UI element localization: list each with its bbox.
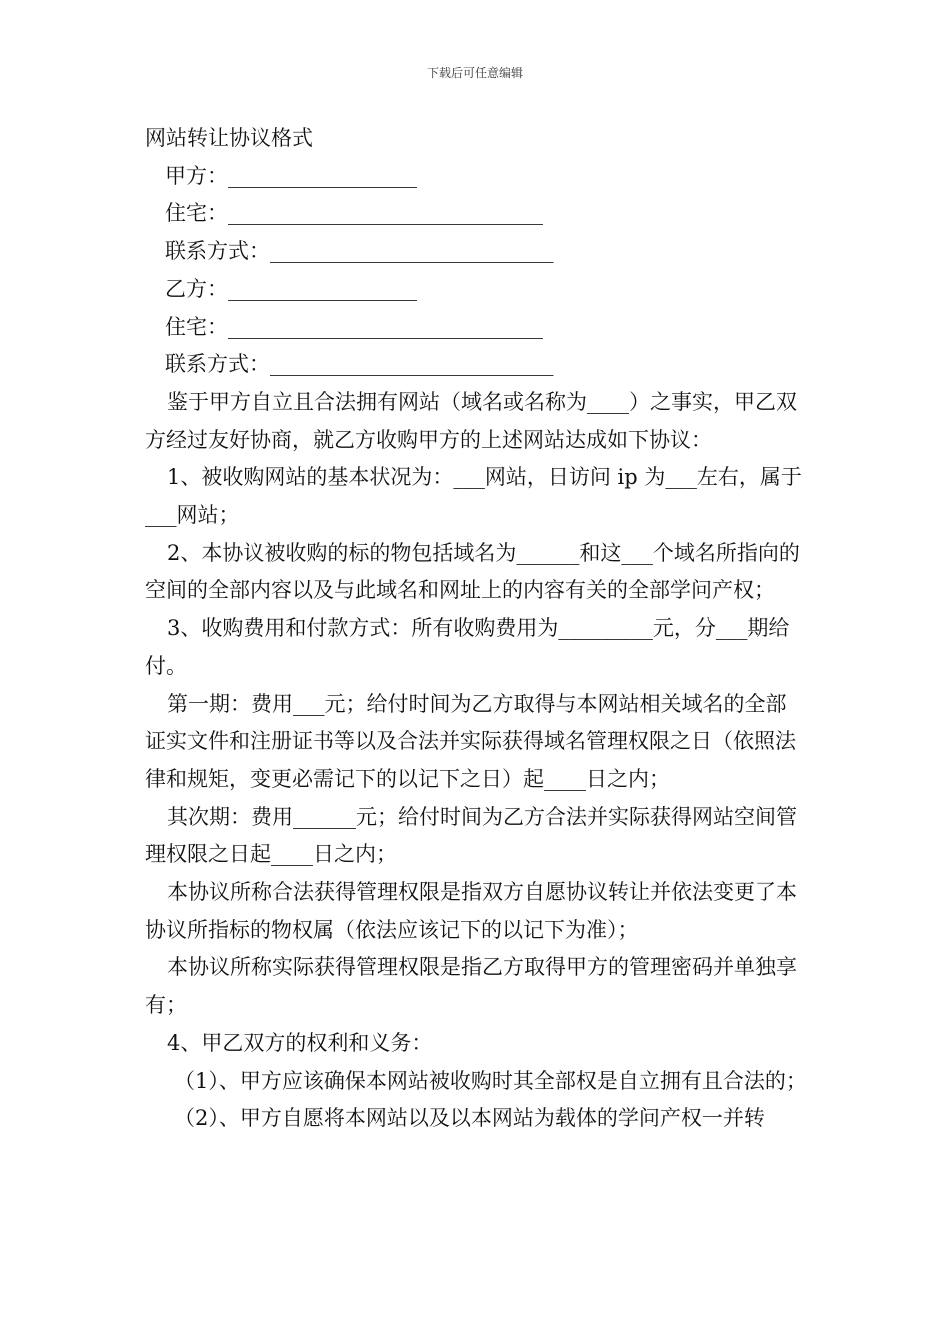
- party-b-address-field: 住宅：______________________________: [165, 314, 543, 339]
- party-b-contact-field: 联系方式：___________________________: [165, 352, 554, 377]
- preamble-paragraph: 鉴于甲方自立且合法拥有网站（域名或名称为____）之事实，甲乙双方经过友好协商，就乙方收购甲方的上述网站达成如下协议：: [145, 389, 797, 452]
- clause-3-paragraph: 3、收购费用和付款方式：所有收购费用为_________元，分___期给付。: [145, 616, 790, 678]
- clause-4-heading: 4、甲乙双方的权利和义务：: [167, 1030, 433, 1055]
- clause-1-paragraph: 1、被收购网站的基本状况为：___网站，日访问 ip 为___左右，属于___网站；: [145, 465, 802, 528]
- clause-4-item-1: （1）、甲方应该确保本网站被收购时其全部权是自立拥有且合法的；: [174, 1068, 807, 1093]
- clause-4-item-2: （2）、甲方自愿将本网站以及以本网站为载体的学问产权一并转: [174, 1106, 765, 1131]
- document-body: [145, 120, 807, 1138]
- clause-3-first-payment: 第一期：费用___元；给付时间为乙方取得与本网站相关域名的全部证实文件和注册证书等以及合法并实际获得域名管理权限之日（依照法律和规矩，变更必需记下的以记下之日）起____日之内；: [145, 691, 796, 791]
- clause-2-paragraph: 2、本协议被收购的标的物包括域名为______和这___个域名所指向的空间的全部内容以及与此域名和网址上的内容有关的全部学问产权；: [145, 540, 800, 603]
- page-header-note: 下载后可任意编辑: [426, 66, 523, 80]
- definition-legal-management-rights: 本协议所称合法获得管理权限是指双方自愿协议转让并依法变更了本协议所指标的物权属（依法应该记下的以记下为准）；: [145, 880, 797, 942]
- party-a-name-field: 甲方：__________________: [165, 163, 417, 188]
- definition-actual-management-rights: 本协议所称实际获得管理权限是指乙方取得甲方的管理密码并单独享有；: [145, 955, 797, 1018]
- clause-3-second-payment: 其次期：费用______元；给付时间为乙方合法并实际获得网站空间管理权限之日起____日之内；: [145, 804, 797, 867]
- party-a-contact-field: 联系方式：___________________________: [165, 239, 554, 264]
- document-title: 网站转让协议格式: [145, 126, 313, 150]
- party-a-address-field: 住宅：______________________________: [165, 201, 543, 226]
- party-b-name-field: 乙方：__________________: [165, 276, 417, 301]
